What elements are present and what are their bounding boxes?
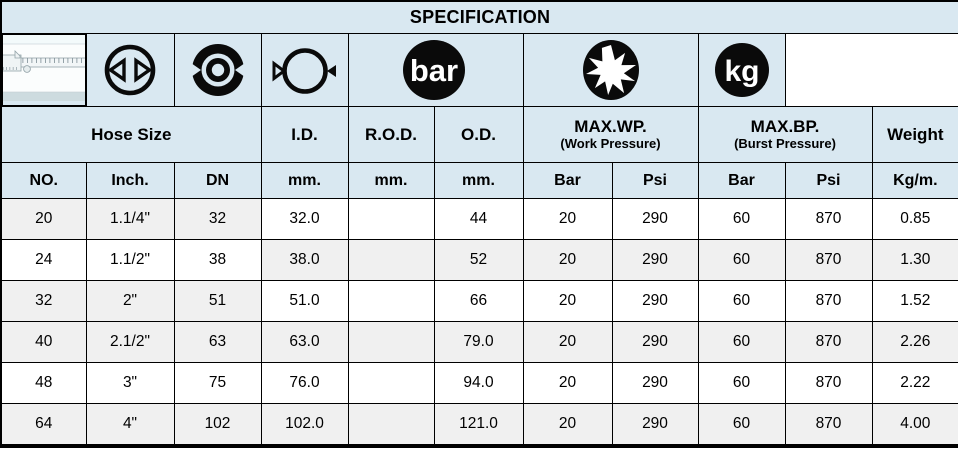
unit-no: NO.: [1, 163, 86, 199]
header-id: I.D.: [261, 107, 348, 163]
unit-rod-mm: mm.: [348, 163, 434, 199]
cell-wp-bar: 20: [523, 363, 612, 404]
cell-od-mm: 121.0: [434, 404, 523, 447]
burst-icon-cell: [523, 34, 698, 107]
table-row: [1, 404, 958, 447]
cell-wp-psi: 290: [612, 404, 698, 447]
cell-rod-mm: [348, 363, 434, 404]
group-header-row: [1, 107, 958, 163]
bar-icon-cell: [348, 34, 523, 107]
cell-bp-bar: 60: [698, 363, 785, 404]
header-hose-size: Hose Size: [1, 107, 261, 163]
table-row: [1, 199, 958, 240]
cell-id-mm: 63.0: [261, 322, 348, 363]
cell-inch: 2.1/2": [86, 322, 174, 363]
table-row: [1, 363, 958, 404]
cell-weight: 4.00: [872, 404, 958, 447]
cell-bp-bar: 60: [698, 322, 785, 363]
cell-od-mm: 66: [434, 281, 523, 322]
header-od: O.D.: [434, 107, 523, 163]
cell-dn: 51: [174, 281, 261, 322]
cell-wp-bar: 20: [523, 404, 612, 447]
cell-id-mm: 102.0: [261, 404, 348, 447]
cell-bp-bar: 60: [698, 404, 785, 447]
table-row: [1, 281, 958, 322]
cell-wp-psi: 290: [612, 199, 698, 240]
cell-od-mm: 79.0: [434, 322, 523, 363]
cell-bp-psi: 870: [785, 240, 872, 281]
cell-wp-bar: 20: [523, 199, 612, 240]
cell-inch: 3": [86, 363, 174, 404]
cell-bp-psi: 870: [785, 404, 872, 447]
unit-wp-bar: Bar: [523, 163, 612, 199]
cell-rod-mm: [348, 240, 434, 281]
header-max-wp: [523, 107, 698, 163]
header-max-bp-main: MAX.BP.: [750, 117, 820, 137]
cell-bp-bar: 60: [698, 281, 785, 322]
unit-bp-psi: Psi: [785, 163, 872, 199]
cell-bp-bar: 60: [698, 199, 785, 240]
cell-no: 32: [1, 281, 86, 322]
cell-id-mm: 76.0: [261, 363, 348, 404]
cell-inch: 1.1/4": [86, 199, 174, 240]
cell-weight: 0.85: [872, 199, 958, 240]
cell-inch: 4": [86, 404, 174, 447]
cell-no: 64: [1, 404, 86, 447]
cell-rod-mm: [348, 199, 434, 240]
unit-id-mm: mm.: [261, 163, 348, 199]
cell-weight: 1.52: [872, 281, 958, 322]
table-row: [1, 240, 958, 281]
cell-dn: 32: [174, 199, 261, 240]
spec-table-body: [1, 199, 958, 447]
cell-od-mm: 44: [434, 199, 523, 240]
unit-weight: Kg/m.: [872, 163, 958, 199]
rod-icon-cell: [174, 34, 261, 107]
od-icon-cell: [261, 34, 348, 107]
bar-pressure-icon: [349, 38, 523, 102]
cell-rod-mm: [348, 281, 434, 322]
inner-diameter-icon: [87, 42, 174, 98]
cell-wp-psi: 290: [612, 281, 698, 322]
unit-wp-psi: Psi: [612, 163, 698, 199]
cell-dn: 38: [174, 240, 261, 281]
cell-id-mm: 38.0: [261, 240, 348, 281]
outer-diameter-icon: [262, 42, 348, 98]
unit-row: [1, 163, 958, 199]
kg-weight-icon: [699, 40, 785, 100]
cell-bp-psi: 870: [785, 322, 872, 363]
rod-icon: [175, 42, 261, 98]
table-row: [1, 322, 958, 363]
cell-inch: 2": [86, 281, 174, 322]
unit-inch: Inch.: [86, 163, 174, 199]
header-max-wp-sub: (Work Pressure): [560, 135, 661, 151]
svg-text:bar: bar: [409, 53, 458, 88]
svg-text:kg: kg: [723, 55, 760, 88]
cell-wp-psi: 290: [612, 240, 698, 281]
kg-icon-cell: [698, 34, 785, 107]
cell-dn: 63: [174, 322, 261, 363]
cell-wp-psi: 290: [612, 363, 698, 404]
cell-no: 24: [1, 240, 86, 281]
cell-no: 40: [1, 322, 86, 363]
cell-bp-psi: 870: [785, 199, 872, 240]
cell-wp-psi: 290: [612, 322, 698, 363]
cell-inch: 1.1/2": [86, 240, 174, 281]
cell-no: 48: [1, 363, 86, 404]
id-icon-cell: [86, 34, 174, 107]
cell-id-mm: 32.0: [261, 199, 348, 240]
cell-wp-bar: 20: [523, 240, 612, 281]
title-row: [1, 1, 958, 34]
cell-bp-psi: 870: [785, 363, 872, 404]
cell-rod-mm: [348, 322, 434, 363]
caliper-photo-cell: [2, 34, 86, 106]
cell-weight: 2.22: [872, 363, 958, 404]
header-weight: Weight: [872, 107, 958, 163]
cell-wp-bar: 20: [523, 281, 612, 322]
cell-od-mm: 94.0: [434, 363, 523, 404]
cell-bp-psi: 870: [785, 281, 872, 322]
cell-id-mm: 51.0: [261, 281, 348, 322]
header-max-bp: [698, 107, 872, 163]
burst-pressure-icon: [524, 38, 698, 102]
unit-dn: DN: [174, 163, 261, 199]
page-title: SPECIFICATION: [1, 1, 958, 34]
cell-bp-bar: 60: [698, 240, 785, 281]
header-max-wp-main: MAX.WP.: [574, 117, 647, 137]
cell-weight: 2.26: [872, 322, 958, 363]
cell-no: 20: [1, 199, 86, 240]
unit-bp-bar: Bar: [698, 163, 785, 199]
icon-row: [1, 34, 958, 107]
cell-od-mm: 52: [434, 240, 523, 281]
cell-dn: 102: [174, 404, 261, 447]
caliper-image: [2, 35, 86, 106]
unit-od-mm: mm.: [434, 163, 523, 199]
header-max-bp-sub: (Burst Pressure): [734, 135, 836, 151]
cell-weight: 1.30: [872, 240, 958, 281]
cell-dn: 75: [174, 363, 261, 404]
cell-wp-bar: 20: [523, 322, 612, 363]
header-rod: R.O.D.: [348, 107, 434, 163]
cell-rod-mm: [348, 404, 434, 447]
